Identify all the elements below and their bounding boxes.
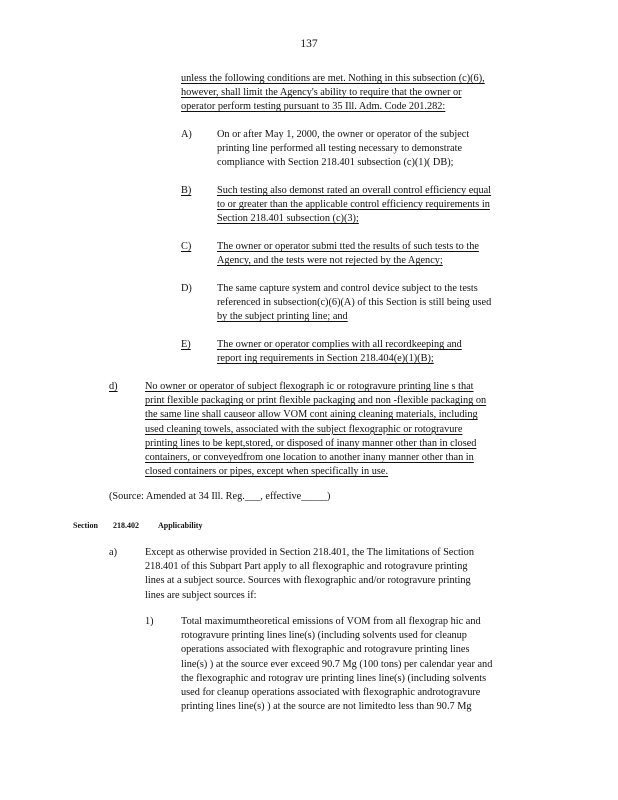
item-1-line: printing lines line(s) ) at the source are not limitedto less than 90.7 Mg (181, 701, 472, 713)
item-label: A) (181, 129, 192, 140)
item-1-line: used for cleanup operations associated with flexographic androtogravure (181, 687, 481, 699)
item-line: Section 218.401 subsection (c)(3); (217, 213, 359, 225)
para-d-line: containers, or conveyedfrom one location to another inany manner other than in (145, 452, 474, 464)
para-a-line: lines at a subject source. Sources with flexographic and/or rotogravure printing (145, 575, 471, 587)
item-1-line: line(s) ) at the source ever exceed 90.7 Mg (100 tons) per calendar year and (181, 658, 493, 670)
page-number: 137 (300, 38, 318, 50)
item-b-text (217, 184, 541, 227)
intro-paragraph (181, 72, 541, 115)
item-1-text (181, 615, 541, 714)
item-line: Such testing also demonst rated an overall control efficiency equal (217, 185, 492, 196)
item-label: E) (181, 339, 191, 350)
para-a-line: 218.401 of this Subpart Part apply to all flexographic and rotogravure printing (145, 561, 468, 573)
item-1-line: the flexographic and rotograv ure printing lines line(s) (including solvents (181, 672, 487, 684)
item-1-line: Total maximumtheoretical emissions of VOM from all flexograp hic and (181, 616, 481, 627)
section-title: Applicability (158, 521, 203, 530)
para-d-text (145, 380, 541, 479)
item-line: printing line performed all testing necessary to demonstrate (217, 143, 463, 155)
source-note: (Source: Amended at 34 Ill. Reg.___, effective_____) (109, 491, 331, 502)
para-d-line: closed containers or pipes, except when specifically in use. (145, 466, 389, 478)
para-a-line: Except as otherwise provided in Section 218.401, the The limitations of Section (145, 547, 474, 558)
item-label: D) (181, 283, 192, 294)
item-label: B) (181, 185, 192, 196)
item-e-text (217, 338, 541, 366)
para-d-line: No owner or operator of subject flexograph ic or rotogravure printing line s that (145, 381, 474, 392)
para-a-text (145, 546, 541, 603)
item-c-text (217, 240, 541, 268)
item-line: The same capture system and control device subject to the tests (217, 283, 478, 294)
para-d-line: printing lines to be kept,stored, or disposed of inany manner other than in closed (145, 437, 477, 449)
intro-line: unless the following conditions are met. Nothing in this subsection (c)(6), (181, 73, 485, 84)
item-1-label: 1) (145, 616, 154, 627)
item-a-text (217, 128, 541, 171)
item-line: Agency, and the tests were not rejected by the Agency; (217, 255, 443, 267)
item-1-line: operations associated with flexographic and rotogravure printing lines (181, 644, 470, 656)
para-a-line: lines are subject sources if: (145, 589, 257, 601)
para-d-label: d) (109, 381, 118, 392)
para-d-line: used cleaning towels, associated with the subject flexographic or rotogravure (145, 423, 463, 435)
para-d-line: print flexible packaging or print flexible packaging and non -flexible packaging on (145, 395, 487, 407)
item-line: to or greater than the applicable control efficiency requirements in (217, 199, 490, 211)
item-line: The owner or operator complies with all recordkeeping and (217, 339, 462, 350)
item-label: C) (181, 241, 192, 252)
item-line: compliance with Section 218.401 subsection (c)(1)( DB); (217, 157, 454, 169)
item-line: On or after May 1, 2000, the owner or operator of the subject (217, 129, 470, 140)
item-d-text (217, 282, 541, 325)
item-line: referenced in subsection(c)(6)(A) of this Section is still being used (217, 297, 492, 309)
item-line: report ing requirements in Section 218.404(e)(1)(B); (217, 353, 434, 365)
section-label: Section (73, 521, 98, 530)
intro-line: however, shall limit the Agency's ability to require that the owner or (181, 87, 462, 99)
item-1-line: rotogravure printing lines line(s) (including solvents used for cleanup (181, 630, 467, 642)
intro-line: operator perform testing pursuant to 35 Ill. Adm. Code 201.282: (181, 101, 446, 113)
item-line: The owner or operator submi tted the results of such tests to the (217, 241, 479, 252)
para-d-line: the same line shall causeor allow VOM cont aining cleaning materials, including (145, 409, 478, 421)
item-line: by the subject printing line; and (217, 311, 348, 323)
section-number: 218.402 (113, 521, 139, 530)
para-a-label: a) (109, 547, 117, 558)
